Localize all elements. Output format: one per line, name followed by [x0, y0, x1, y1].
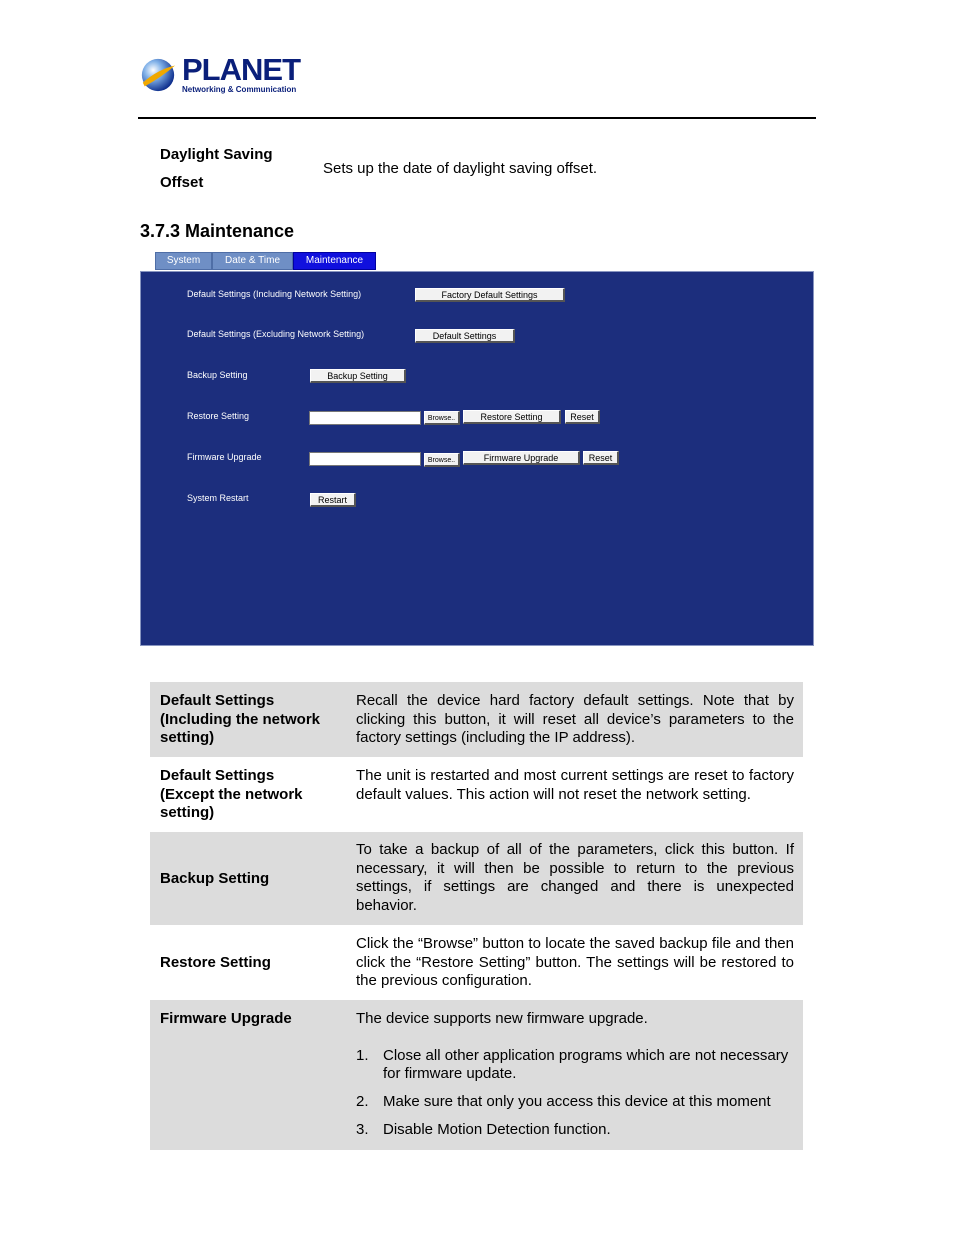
step-number: 3. — [356, 1120, 369, 1138]
daylight-term-line2: Offset — [160, 174, 204, 191]
table-row — [150, 1000, 803, 1150]
tab-system[interactable]: System — [155, 252, 212, 270]
step-number: 2. — [356, 1093, 369, 1111]
row-term: Firmware Upgrade — [160, 1010, 292, 1027]
restore-file-input[interactable] — [309, 411, 421, 425]
table-row — [150, 757, 803, 832]
firmware-intro: The device supports new firmware upgrade. — [356, 1010, 648, 1027]
row-term: Default Settings (Except the network setting) — [160, 767, 303, 822]
daylight-term-line1: Daylight Saving — [160, 146, 273, 163]
row-description: Recall the device hard factory default settings. Note that by clicking this button, it will reset all device’s parameters to the factory settings (including the IP address). — [356, 692, 794, 747]
table-row — [150, 682, 803, 757]
tab-maintenance[interactable]: Maintenance — [293, 252, 376, 270]
step-text: Close all other application programs which are not necessary for firmware update. — [383, 1046, 789, 1083]
restore-label: Restore Setting — [187, 411, 250, 421]
firmware-label: Firmware Upgrade — [187, 452, 262, 462]
list-item — [356, 1121, 794, 1140]
default-incl-label: Default Settings (Including Network Setting) — [187, 289, 362, 299]
section-heading: 3.7.3 Maintenance — [140, 221, 295, 241]
header-divider — [138, 117, 816, 119]
default-excl-label: Default Settings (Excluding Network Setting) — [187, 329, 365, 339]
restore-browse-button[interactable]: Browse.. — [424, 411, 460, 425]
row-term: Default Settings (Including the network setting) — [160, 692, 320, 747]
maintenance-panel — [140, 271, 814, 646]
step-text: Disable Motion Detection function. — [383, 1120, 611, 1138]
row-description: The unit is restarted and most current settings are reset to factory default values. This action will not reset the network setting. — [356, 767, 794, 803]
default-settings-button[interactable]: Default Settings — [415, 329, 515, 343]
table-row — [150, 925, 803, 1000]
row-description: To take a backup of all of the parameters, click this button. If necessary, it will then be possible to return to the previous settings, if settings are changed and there is unexpected behavior. — [356, 841, 794, 915]
daylight-description: Sets up the date of daylight saving offset. — [323, 160, 598, 177]
planet-logo — [139, 54, 299, 98]
factory-default-button[interactable]: Factory Default Settings — [415, 288, 565, 302]
tab-date-time[interactable]: Date & Time — [212, 252, 293, 270]
restart-label: System Restart — [187, 493, 249, 503]
globe-icon — [139, 56, 177, 94]
table-row — [150, 832, 803, 925]
restart-button[interactable]: Restart — [310, 493, 356, 507]
step-text: Make sure that only you access this device at this moment — [383, 1093, 771, 1111]
row-description — [356, 1010, 794, 1149]
firmware-upgrade-button[interactable]: Firmware Upgrade — [463, 451, 580, 465]
brand-name: PLANET — [182, 52, 300, 87]
firmware-browse-button[interactable]: Browse.. — [424, 453, 460, 467]
restore-setting-button[interactable]: Restore Setting — [463, 410, 561, 424]
row-term: Backup Setting — [160, 870, 270, 887]
row-description: Click the “Browse” button to locate the saved backup file and then click the “Restore Setting” button. The settings will be restored to the previous configuration. — [356, 935, 794, 990]
backup-label: Backup Setting — [187, 370, 248, 380]
brand-tagline: Networking & Communication — [182, 85, 297, 94]
firmware-reset-button[interactable]: Reset — [583, 451, 619, 465]
row-term: Restore Setting — [160, 954, 271, 971]
backup-setting-button[interactable]: Backup Setting — [310, 369, 406, 383]
firmware-steps — [356, 1047, 794, 1140]
maintenance-tabs — [155, 252, 376, 270]
firmware-file-input[interactable] — [309, 452, 421, 466]
list-item — [356, 1093, 794, 1112]
step-number: 1. — [356, 1046, 369, 1064]
restore-reset-button[interactable]: Reset — [565, 410, 600, 424]
list-item — [356, 1047, 794, 1084]
